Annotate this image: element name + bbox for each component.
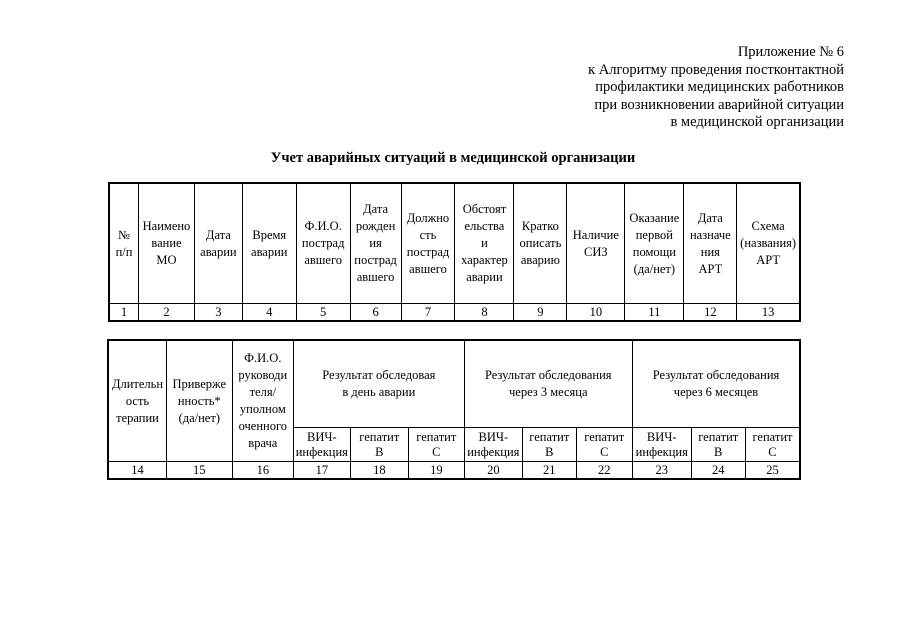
column-header — [684, 183, 737, 304]
document-title: Учет аварийных ситуаций в медицинской организации — [270, 150, 636, 166]
header-text-line: АРТ — [698, 261, 723, 276]
column-number: 23 — [633, 462, 692, 480]
header-text-line: назначе — [689, 227, 731, 242]
header-text-line: Дата — [205, 227, 231, 242]
column-header — [296, 183, 350, 304]
column-header — [167, 340, 233, 462]
appendix-line: при возникновении аварийной ситуации — [594, 96, 844, 113]
group-header — [633, 340, 801, 428]
column-number: 19 — [409, 462, 465, 480]
column-number: 7 — [401, 304, 455, 322]
header-text-line: В — [714, 444, 723, 459]
header-text-line: вание — [151, 236, 182, 250]
header-text-line: № — [118, 227, 130, 242]
column-number: 13 — [737, 304, 800, 322]
subcolumn-header — [576, 428, 632, 462]
header-text-line: гепатит — [698, 429, 739, 444]
header-text-line: рожден — [355, 219, 396, 233]
header-text-line: инфекция — [467, 444, 520, 459]
appendix-line: Приложение № 6 — [737, 44, 844, 60]
header-text-line: аварии — [466, 270, 503, 284]
header-text-line: через 3 месяца — [509, 385, 588, 399]
accident-table-part-1 — [108, 182, 801, 322]
column-number: 10 — [567, 304, 625, 322]
header-text-line: ость — [125, 393, 150, 408]
header-text-line: ельства — [464, 219, 505, 233]
header-text-line: помощи — [632, 244, 676, 259]
column-number: 5 — [296, 304, 350, 322]
column-number: 18 — [350, 462, 409, 480]
header-text-line: инфекция — [295, 444, 348, 459]
column-number: 6 — [350, 304, 401, 322]
header-text-line: пострад — [301, 236, 345, 250]
header-text-line: аварии — [251, 244, 288, 259]
header-text-line: С — [432, 444, 441, 459]
header-text-line: Обстоят — [462, 202, 507, 216]
column-number: 11 — [625, 304, 684, 322]
header-text-line: Кратко — [521, 219, 559, 233]
column-header — [401, 183, 455, 304]
column-header — [242, 183, 296, 304]
subcolumn-header — [464, 428, 523, 462]
column-number: 22 — [576, 462, 632, 480]
header-text-line: аварию — [520, 253, 560, 267]
header-text-line: МО — [156, 253, 177, 267]
column-header — [737, 183, 800, 304]
column-number: 12 — [684, 304, 737, 322]
header-text-line: руководи — [238, 368, 288, 382]
accident-table-part-2 — [107, 339, 801, 480]
header-text-line: ВИЧ- — [306, 429, 337, 444]
header-text-line: аварии — [200, 244, 237, 259]
subcolumn-header — [691, 428, 745, 462]
appendix-line: к Алгоритму проведения постконтактной — [588, 61, 844, 78]
header-text-line: гепатит — [529, 429, 570, 444]
header-text-line: ВИЧ- — [478, 429, 509, 444]
header-text-line: Оказание — [629, 210, 680, 225]
header-text-line: Схема — [751, 219, 785, 233]
header-text-line: Дата — [363, 202, 389, 216]
header-text-line: АРТ — [756, 253, 781, 267]
header-text-line: Результат обследования — [485, 368, 612, 382]
column-header — [232, 340, 294, 462]
header-text-line: гепатит — [416, 429, 457, 444]
column-header — [139, 183, 195, 304]
header-text-line: описать — [519, 236, 562, 250]
header-text-line: оченного — [238, 419, 288, 433]
group-header — [294, 340, 464, 428]
header-text-line: (да/нет) — [633, 261, 676, 276]
column-number: 17 — [294, 462, 350, 480]
header-text-line: пострад — [406, 244, 450, 259]
appendix-line: в медицинской организации — [670, 114, 844, 130]
column-header — [194, 183, 242, 304]
header-text-line: С — [768, 444, 777, 459]
header-text-line: гепатит — [359, 429, 400, 444]
header-text-line: характер — [461, 253, 508, 267]
header-text-line: сть — [419, 227, 437, 242]
subcolumn-header — [523, 428, 576, 462]
column-number: 4 — [242, 304, 296, 322]
header-text-line: п/п — [115, 244, 133, 259]
header-text-line: В — [545, 444, 554, 459]
header-text-line: через 6 месяцев — [673, 385, 759, 399]
column-header — [625, 183, 684, 304]
column-number: 14 — [108, 462, 167, 480]
column-number: 15 — [167, 462, 233, 480]
header-text-line: инфекция — [635, 444, 688, 459]
column-number: 20 — [464, 462, 523, 480]
header-text-line: и — [481, 236, 488, 250]
subcolumn-header — [294, 428, 350, 462]
subcolumn-header — [350, 428, 409, 462]
table1-number-row — [109, 304, 800, 322]
header-text-line: теля/ — [249, 385, 277, 399]
header-text-line: нность* — [177, 393, 221, 408]
appendix-line: профилактики медицинских работников — [595, 79, 844, 95]
header-text-line: терапии — [116, 410, 159, 425]
column-number: 21 — [523, 462, 576, 480]
column-number: 8 — [455, 304, 514, 322]
header-text-line: Наличие — [572, 227, 619, 242]
subcolumn-header — [409, 428, 465, 462]
header-text-line: авшего — [409, 261, 447, 276]
header-text-line: Наимено — [142, 219, 191, 233]
header-text-line: ВИЧ- — [646, 429, 677, 444]
header-text-line: ния — [700, 244, 720, 259]
table2-number-row — [108, 462, 800, 480]
column-header — [514, 183, 567, 304]
header-text-line: Ф.И.О. — [304, 219, 342, 233]
column-header — [108, 340, 167, 462]
column-number: 2 — [139, 304, 195, 322]
header-text-line: Приверже — [172, 376, 227, 391]
header-text-line: Дата — [697, 210, 723, 225]
header-text-line: Должно — [406, 210, 450, 225]
header-text-line: Результат обследовая — [322, 368, 436, 382]
group-header — [464, 340, 632, 428]
header-text-line: пострад — [354, 253, 397, 267]
header-text-line: Ф.И.О. — [244, 351, 282, 365]
header-text-line: Результат обследования — [652, 368, 780, 382]
header-text-line: Длительн — [111, 376, 164, 391]
table1-header-row — [109, 183, 800, 304]
column-number: 24 — [691, 462, 745, 480]
column-header — [109, 183, 139, 304]
column-header — [455, 183, 514, 304]
table2-header-row — [108, 340, 800, 428]
header-text-line: СИЗ — [584, 244, 608, 259]
header-text-line: уполном — [239, 402, 286, 416]
column-number: 25 — [745, 462, 800, 480]
header-text-line: гепатит — [584, 429, 625, 444]
header-text-line: первой — [635, 227, 673, 242]
header-text-line: (да/нет) — [178, 410, 220, 425]
subcolumn-header — [745, 428, 800, 462]
subcolumn-header — [633, 428, 692, 462]
header-text-line: авшего — [356, 270, 395, 284]
header-text-line: В — [375, 444, 384, 459]
header-text-line: ия — [369, 236, 382, 250]
column-number: 1 — [109, 304, 139, 322]
column-number: 16 — [232, 462, 294, 480]
column-header — [350, 183, 401, 304]
header-text-line: гепатит — [752, 429, 793, 444]
header-text-line: врача — [248, 436, 278, 450]
column-number: 3 — [194, 304, 242, 322]
header-text-line: в день аварии — [342, 385, 416, 399]
header-text-line: Время — [252, 227, 287, 242]
header-text-line: авшего — [304, 253, 343, 267]
header-text-line: (названия) — [740, 236, 797, 250]
header-text-line: С — [600, 444, 609, 459]
column-header — [567, 183, 625, 304]
column-number: 9 — [514, 304, 567, 322]
appendix-note — [588, 44, 844, 132]
